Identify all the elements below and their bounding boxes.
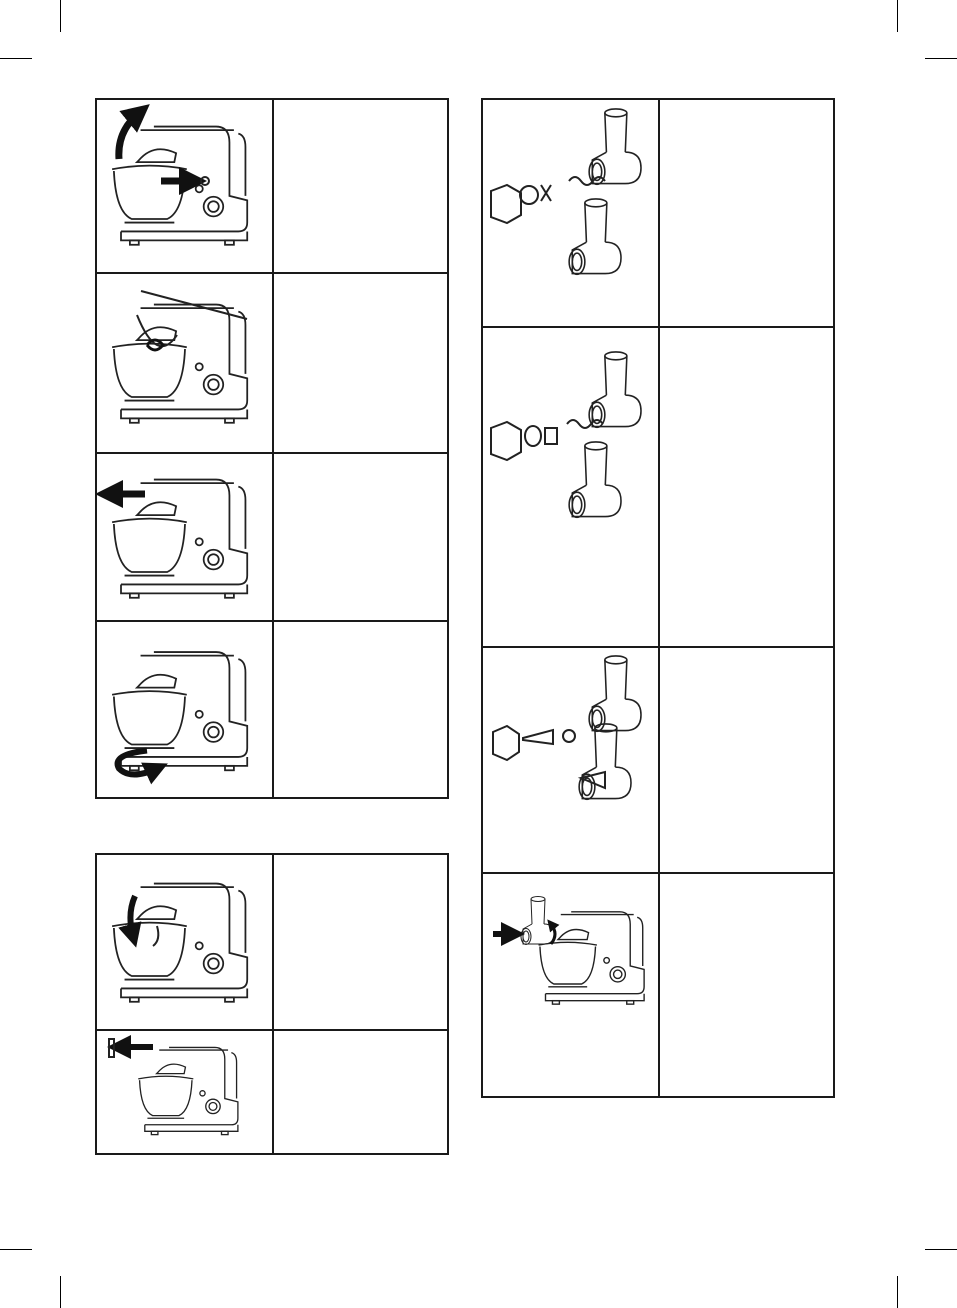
instruction-text-1 (274, 100, 447, 272)
instruction-row-2 (97, 272, 447, 452)
instruction-row-5 (97, 855, 447, 1029)
mixer-head-lift-with-release-button-icon (97, 100, 272, 272)
right-instruction-table (481, 98, 835, 1098)
instruction-text-6 (274, 1031, 447, 1153)
crop-mark (60, 0, 61, 32)
crop-mark (0, 1249, 32, 1250)
mixer-remove-front-cover-icon (97, 1031, 272, 1153)
instruction-text-4 (274, 622, 447, 799)
crop-mark (925, 1249, 957, 1250)
left-bottom-instruction-table (95, 853, 449, 1155)
grinder-row-1 (483, 100, 833, 326)
left-top-instruction-table (95, 98, 449, 799)
crop-mark (897, 1276, 898, 1308)
instruction-text-5 (274, 855, 447, 1029)
mixer-attach-splash-guard-icon (97, 274, 272, 452)
meat-grinder-assembly-kebbe-icon (483, 328, 658, 646)
instruction-text-3 (274, 454, 447, 620)
crop-mark (0, 58, 32, 59)
instruction-row-6 (97, 1029, 447, 1153)
grinder-text-2 (660, 328, 833, 646)
crop-mark (897, 0, 898, 32)
grinder-text-4 (660, 874, 833, 1096)
meat-grinder-assembly-sausage-icon (483, 648, 658, 872)
instruction-row-3 (97, 452, 447, 620)
grinder-row-3 (483, 646, 833, 872)
grinder-row-2 (483, 326, 833, 646)
instruction-row-1 (97, 100, 447, 272)
mixer-lower-head-with-dough-hook-icon (97, 855, 272, 1029)
mixer-rotate-bowl-icon (97, 622, 272, 799)
meat-grinder-assembly-plate-icon (483, 100, 658, 326)
mixer-attach-grinder-icon (483, 874, 658, 1096)
crop-mark (925, 58, 957, 59)
grinder-text-3 (660, 648, 833, 872)
mixer-remove-splash-guard-icon (97, 454, 272, 620)
instruction-text-2 (274, 274, 447, 452)
grinder-text-1 (660, 100, 833, 326)
grinder-row-4 (483, 872, 833, 1096)
crop-mark (60, 1276, 61, 1308)
instruction-row-4 (97, 620, 447, 799)
